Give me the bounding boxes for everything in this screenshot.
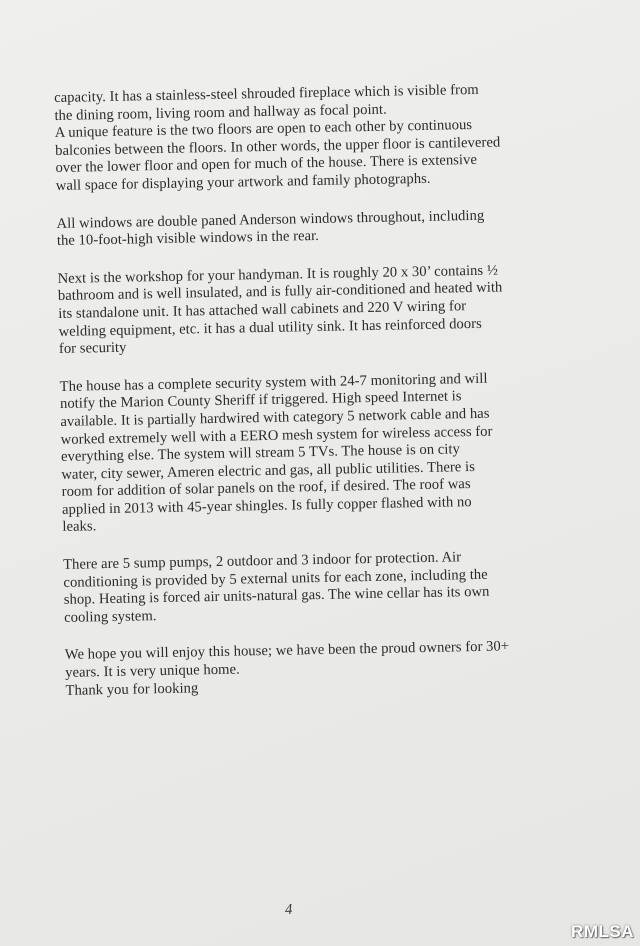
text-line: worked extremely well with a EERO mesh system for wireless access for — [60, 423, 493, 448]
text-line: A unique feature is the two floors are open to each other by continuous — [54, 117, 473, 142]
text-line: available. It is partially hardwired with category 5 network cable and has — [60, 405, 490, 430]
text-line: wall space for displaying your artwork and family photographs. — [55, 170, 431, 194]
text-line: water, city sewer, Ameren electric and gas, all public utilities. There is — [61, 458, 476, 483]
text-line: bathroom and is well insulated, and is fully air-conditioned and heated with — [57, 279, 503, 305]
text-line: Next is the workshop for your handyman. It is roughly 20 x 30’ contains ½ — [57, 262, 499, 287]
text-line: capacity. It has a stainless-steel shrouded fireplace which is visible from — [54, 81, 479, 106]
text-line: Thank you for looking — [65, 679, 199, 699]
text-line: its standalone unit. It has attached wall cabinets and 220 V wiring for — [58, 298, 467, 322]
document-body — [54, 80, 576, 720]
text-line: All windows are double paned Anderson windows throughout, including — [56, 207, 485, 232]
text-line: shop. Heating is forced air units-natural gas. The wine cellar has its own — [63, 583, 490, 609]
text-line: room for addition of solar panels on the roof, if desired. The roof was — [61, 476, 471, 501]
text-line: The house has a complete security system with 24-7 monitoring and will — [59, 370, 488, 395]
text-line: leaks. — [62, 518, 97, 536]
paragraph-closing — [65, 638, 576, 701]
paragraph-windows — [56, 206, 567, 251]
text-line: the 10-foot-high visible windows in the rear. — [56, 228, 320, 250]
text-line: conditioning is provided by 5 external units for each zone, including the — [63, 566, 488, 591]
text-line: balconies between the floors. In other words, the upper floor is cantilevered — [55, 134, 501, 159]
paragraph-pumps-hvac — [63, 547, 574, 627]
text-line: the dining room, living room and hallway as focal point. — [54, 101, 387, 124]
text-line: applied in 2013 with 45-year shingles. Is fully copper flashed with no — [61, 493, 472, 518]
rmlsa-watermark: RMLSA — [571, 922, 634, 941]
paragraph-workshop — [57, 261, 569, 359]
text-line: for security — [58, 339, 127, 358]
text-line: cooling system. — [63, 607, 157, 626]
page-number: 4 — [284, 901, 294, 919]
text-line: years. It is very unique home. — [65, 661, 240, 681]
text-line: welding equipment, etc. it has a dual utility sink. It has reinforced doors — [58, 315, 482, 340]
text-line: We hope you will enjoy this house; we have been the proud owners for 30+ — [64, 638, 510, 664]
text-line: notify the Marion County Sheriff if triggered. High speed Internet is — [59, 388, 462, 413]
text-line: everything else. The system will stream 5 TVs. The house is on city — [60, 441, 461, 466]
text-line: There are 5 sump pumps, 2 outdoor and 3 indoor for protection. Air — [62, 549, 462, 573]
paragraph-security-utilities — [60, 369, 573, 537]
text-line: over the lower floor and open for much of the house. There is extensive — [55, 152, 478, 177]
paragraph-fireplace-balconies — [54, 80, 566, 195]
